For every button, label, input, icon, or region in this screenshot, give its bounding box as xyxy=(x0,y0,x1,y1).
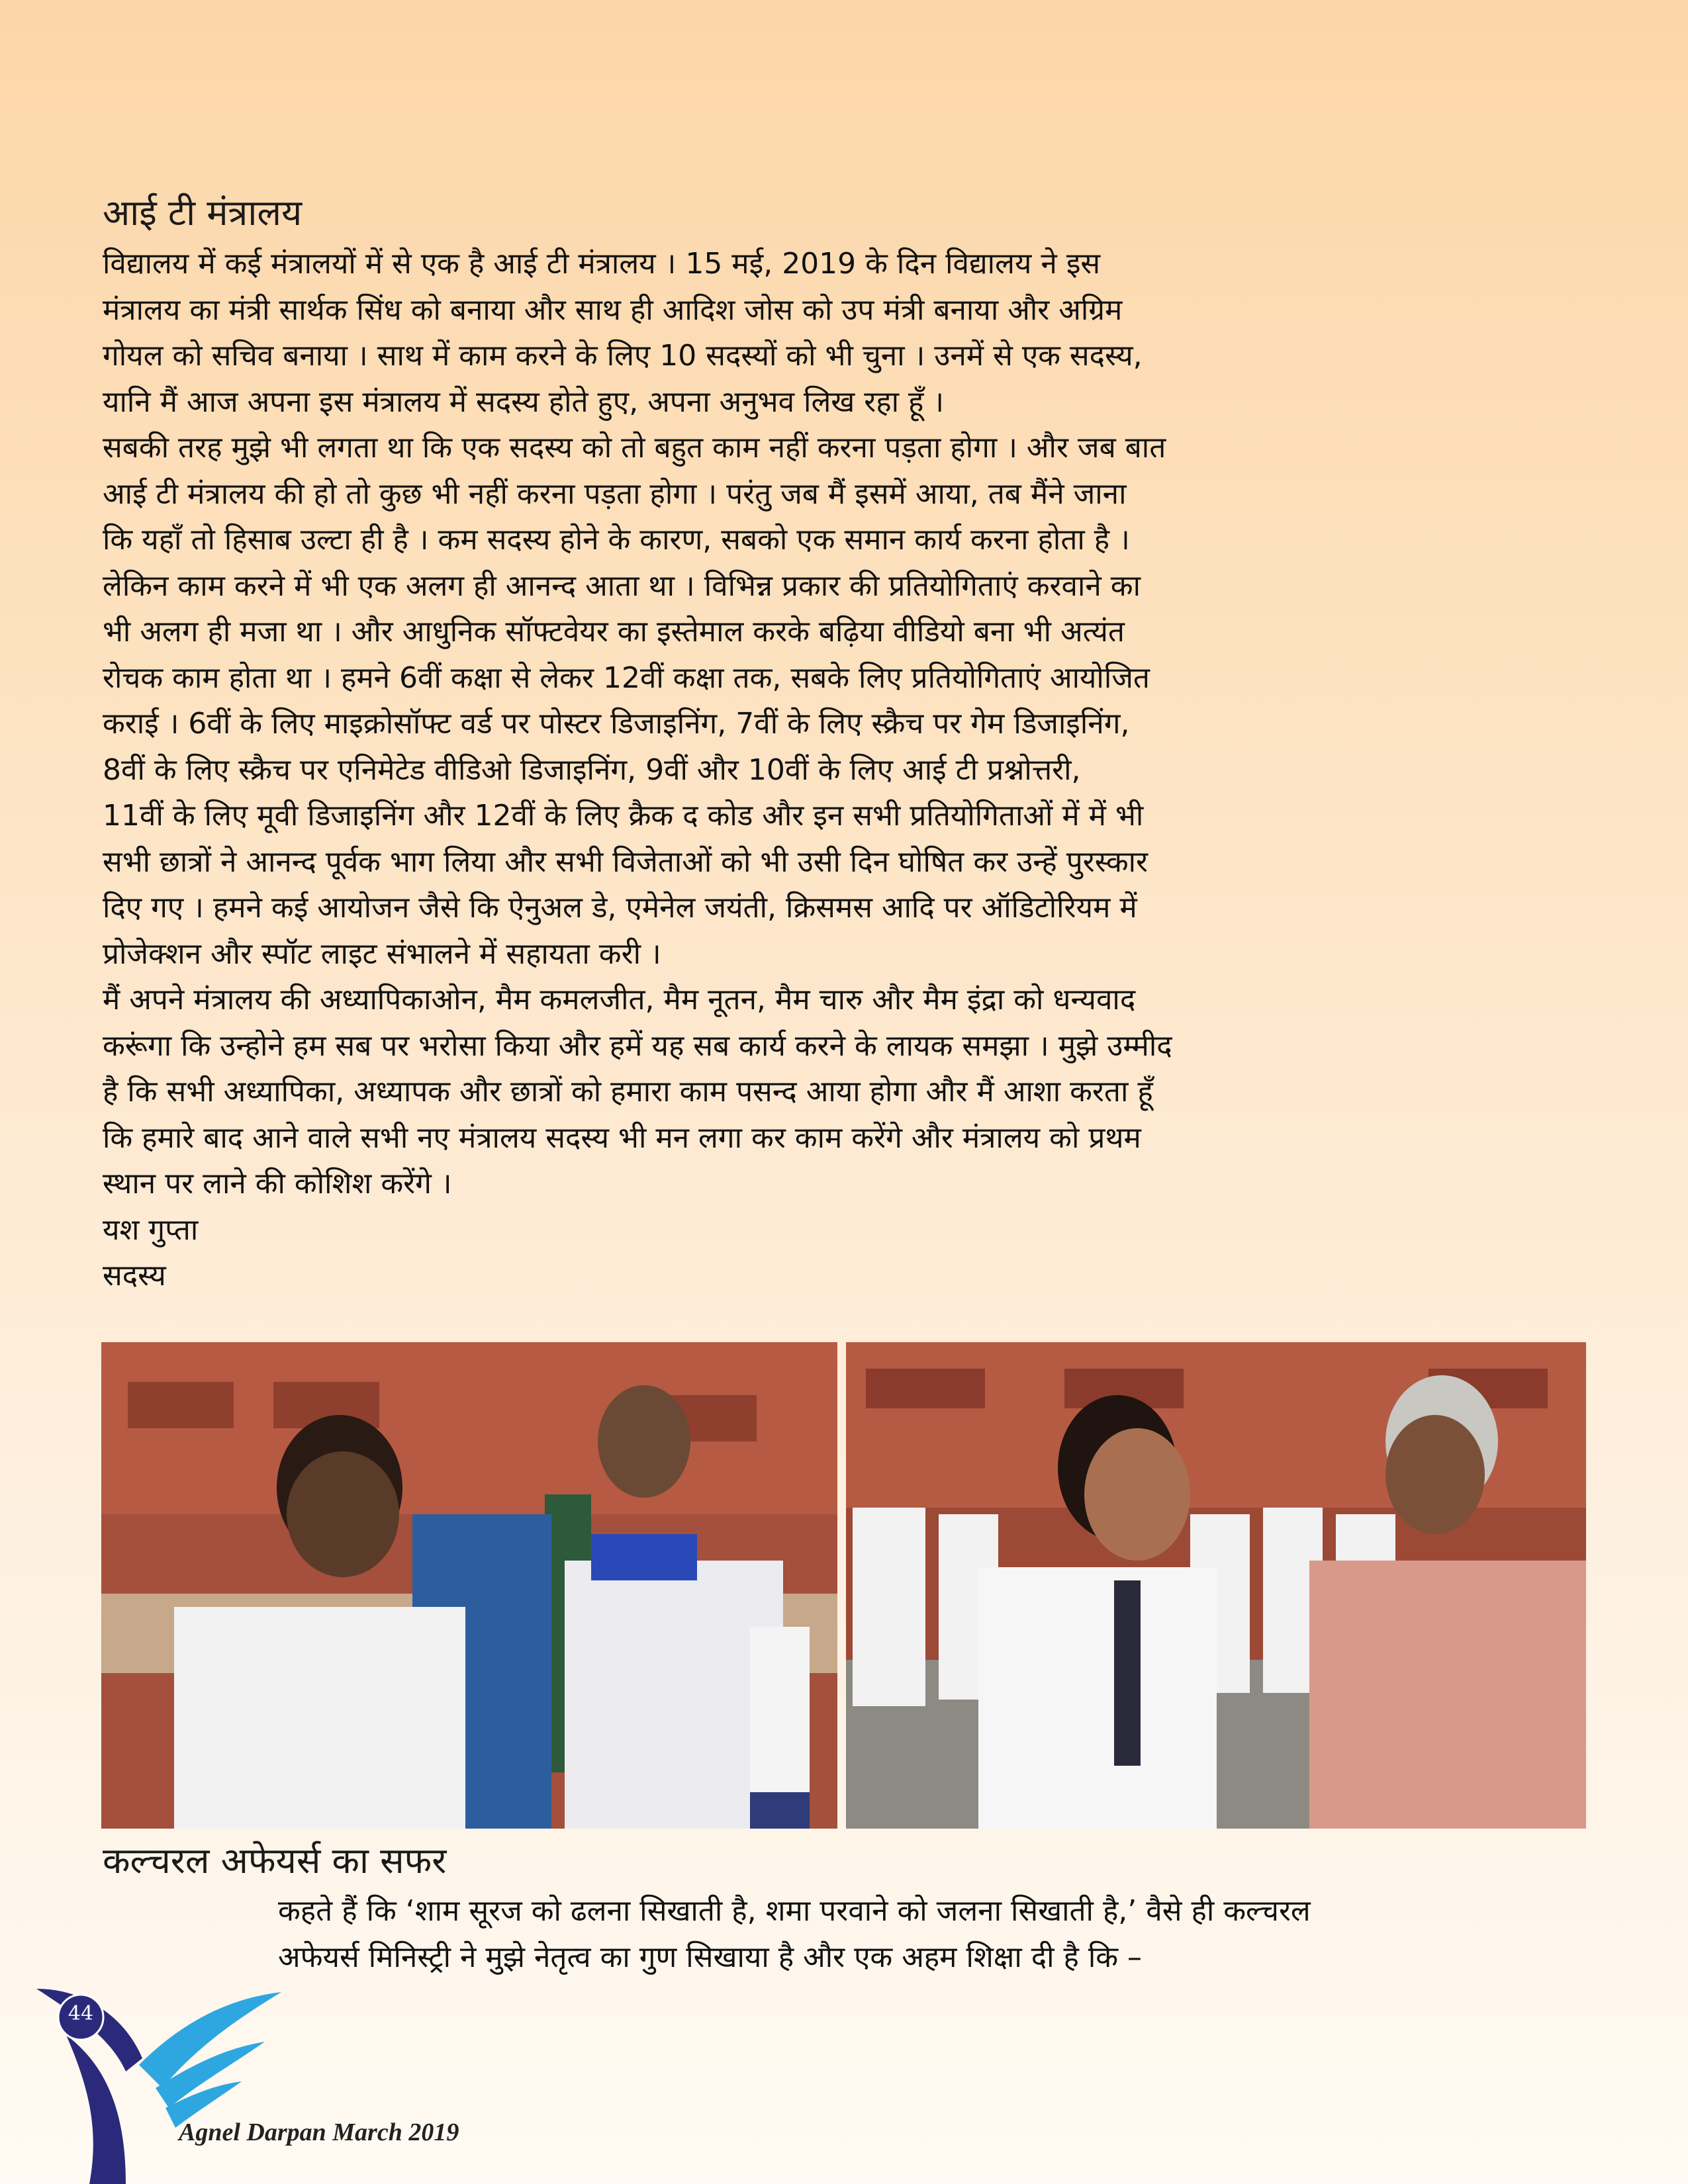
article-line: रोचक काम होता था । हमने 6वीं कक्षा से लेकर 12वीं कक्षा तक, सबके लिए प्रतियोगिताएं आयोजित xyxy=(103,660,1150,695)
section-title-cultural-affairs: कल्चरल अफेयर्स का सफर xyxy=(103,1840,447,1882)
article-line: स्थान पर लाने की कोशिश करेंगे । xyxy=(103,1167,452,1201)
article-line: मैं अपने मंत्रालय की अध्यापिकाओन, मैम कमलजीत, मैम नूतन, मैम चारु और मैम इंद्रा को धन्यवाद xyxy=(103,983,1136,1017)
article-line: भी अलग ही मजा था । और आधुनिक सॉफ्टवेयर का इस्तेमाल करके बढ़िया वीडियो बना भी अत्यंत xyxy=(103,615,1125,649)
intro-line: अफेयर्स मिनिस्ट्री ने मुझे नेतृत्व का गुण सिखाया है और एक अहम शिक्षा दी है कि – xyxy=(278,1940,1142,1974)
article-line: 11वीं के लिए मूवी डिजाइनिंग और 12वीं के लिए क्रैक द कोड और इन सभी प्रतियोगिताओं में में भी xyxy=(103,799,1144,833)
article-line: 8वीं के लिए स्क्रैच पर एनिमेटेड वीडिओ डिजाइनिंग, 9वीं और 10वीं के लिए आई टी प्रश्नोत्तरी, xyxy=(103,752,1081,787)
article-line: प्रोजेक्शन और स्पॉट लाइट संभालने में सहायता करी । xyxy=(103,936,661,971)
photo-badge-ceremony-girl xyxy=(846,1342,1586,1829)
article-line: कि यहाँ तो हिसाब उल्टा ही है । कम सदस्य होने के कारण, सबको एक समान कार्य करना होता है । xyxy=(103,523,1130,557)
page-number: 44 xyxy=(68,2002,94,2025)
article-line: है कि सभी अध्यापिका, अध्यापक और छात्रों को हमारा काम पसन्द आया होगा और मैं आशा करता हूँ xyxy=(103,1075,1153,1109)
article-line: लेकिन काम करने में भी एक अलग ही आनन्द आता था । विभिन्न प्रकार की प्रतियोगिताएं करवाने का xyxy=(103,569,1141,603)
article-line: कराई । 6वीं के लिए माइक्रोसॉफ्ट वर्ड पर पोस्टर डिजाइनिंग, 7वीं के लिए स्क्रैच पर गेम डिजाइनिंग, xyxy=(103,707,1130,741)
magazine-issue-title: Agnel Darpan March 2019 xyxy=(179,2118,459,2146)
article-line: दिए गए । हमने कई आयोजन जैसे कि ऐनुअल डे, एमेनेल जयंती, क्रिसमस आदि पर ऑडिटोरियम में xyxy=(103,891,1137,925)
photo-badge-ceremony-boy xyxy=(101,1342,837,1829)
article-line: सदस्य xyxy=(103,1259,166,1293)
article-line: कि हमारे बाद आने वाले सभी नए मंत्रालय सदस्य भी मन लगा कर काम करेंगे और मंत्रालय को प्रथम xyxy=(103,1120,1141,1155)
article-line: मंत्रालय का मंत्री सार्थक सिंध को बनाया और साथ ही आदिश जोस को उप मंत्री बनाया और अग्रिम xyxy=(103,293,1123,327)
article-line: विद्यालय में कई मंत्रालयों में से एक है आई टी मंत्रालय । 15 मई, 2019 के दिन विद्यालय ने इस xyxy=(103,247,1101,281)
article-line: गोयल को सचिव बनाया । साथ में काम करने के लिए 10 सदस्यों को भी चुना । उनमें से एक सदस्य, xyxy=(103,339,1143,373)
section-title-it-ministry: आई टी मंत्रालय xyxy=(103,192,303,234)
article-line: आई टी मंत्रालय की हो तो कुछ भी नहीं करना पड़ता होगा । परंतु जब मैं इसमें आया, तब मैंने जाना xyxy=(103,477,1127,511)
article-line: करूंगा कि उन्होने हम सब पर भरोसा किया और हमें यह सब कार्य करने के लायक समझा । मुझे उम्मीद xyxy=(103,1028,1172,1063)
cultural-affairs-intro xyxy=(278,1888,1589,1980)
article-line: सबकी तरह मुझे भी लगता था कि एक सदस्य को तो बहुत काम नहीं करना पड़ता होगा । और जब बात xyxy=(103,431,1166,465)
intro-line: कहते हैं कि ‘शाम सूरज को ढलना सिखाती है, शमा परवाने को जलना सिखाती है,’ वैसे ही कल्चरल xyxy=(278,1894,1311,1928)
article-line: यानि मैं आज अपना इस मंत्रालय में सदस्य होते हुए, अपना अनुभव लिख रहा हूँ । xyxy=(103,385,945,419)
it-ministry-article xyxy=(103,241,1433,1299)
article-line: यश गुप्ता xyxy=(103,1212,199,1247)
article-line: सभी छात्रों ने आनन्द पूर्वक भाग लिया और सभी विजेताओं को भी उसी दिन घोषित कर उन्हें पुरस्कार xyxy=(103,844,1149,879)
